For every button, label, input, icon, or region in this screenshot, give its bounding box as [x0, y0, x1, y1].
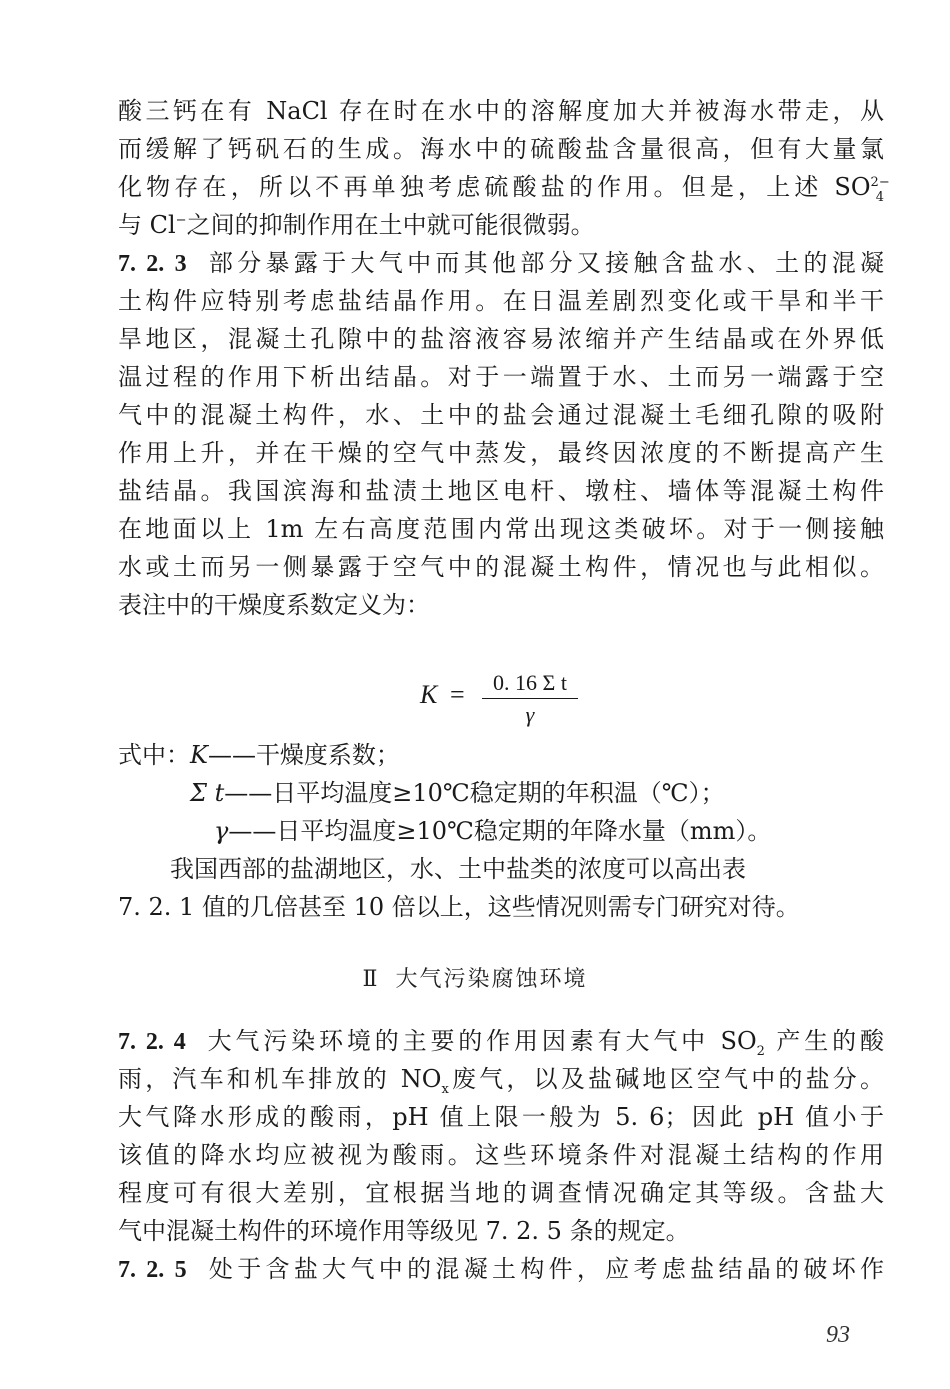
page-number: 93 [826, 1322, 850, 1348]
formula-numerator: 0. 16 Σ t [482, 668, 578, 699]
definition-gamma: γ——日平均温度≥10℃稳定期的年降水量（mm）。 [214, 817, 772, 845]
text-line: 旱地区，混凝土孔隙中的盐溶液容易浓缩并产生结晶或在外界低 [118, 325, 884, 353]
text-line: 作用上升，并在干燥的空气中蒸发，最终因浓度的不断提高产生 [118, 439, 884, 467]
text-line: 程度可有很大差别，宜根据当地的调查情况确定其等级。含盐大 [118, 1179, 884, 1207]
text-line: 水或土而另一侧暴露于空气中的混凝土构件，情况也与此相似。 [118, 553, 884, 581]
clause-7-2-4: 7. 2. 4 大气污染环境的主要的作用因素有大气中 $SO_2$ 产生的酸 [118, 1027, 884, 1059]
formula-denominator: γ [525, 702, 535, 727]
formula-equals: = [450, 680, 465, 709]
heading-title: 大气污染腐蚀环境 [395, 967, 588, 992]
section-heading [0, 962, 950, 993]
formula-fraction [482, 668, 578, 729]
definition-sum-t: Σ t——日平均温度≥10℃稳定期的年积温（℃）； [190, 779, 725, 807]
text-line: 大气降水形成的酸雨，pH 值上限一般为 5. 6；因此 pH 值小于 [118, 1103, 884, 1131]
text-line: 我国西部的盐湖地区，水、土中盐类的浓度可以高出表 [170, 855, 746, 883]
clause-number: 7. 2. 3 [118, 251, 187, 277]
clause-number: 7. 2. 5 [118, 1257, 187, 1283]
text-line: 而缓解了钙矾石的生成。海水中的硫酸盐含量很高，但有大量氯 [118, 135, 884, 163]
text-line: 温过程的作用下析出结晶。对于一端置于水、土而另一端露于空 [118, 363, 884, 391]
text-line: 与 Cl−之间的抑制作用在土中就可能很微弱。 [118, 211, 595, 239]
clause-7-2-5: 7. 2. 5 处于含盐大气中的混凝土构件，应考虑盐结晶的破坏作 [118, 1255, 885, 1283]
text-line: 化物存在，所以不再单独考虑硫酸盐的作用。但是，上述 $SO^{2-}_4$ [118, 173, 890, 205]
text-line: 盐结晶。我国滨海和盐渍土地区电杆、墩柱、墙体等混凝土构件 [118, 477, 884, 505]
text-line: 酸三钙在有 NaCl 存在时在水中的溶解度加大并被海水带走，从 [118, 97, 884, 125]
text-line: 表注中的干燥度系数定义为： [118, 591, 430, 619]
clause-number: 7. 2. 4 [118, 1029, 186, 1055]
text-line: 土构件应特别考虑盐结晶作用。在日温差剧烈变化或干旱和半干 [118, 287, 884, 315]
text-line: 在地面以上 1m 左右高度范围内常出现这类破坏。对于一侧接触 [118, 515, 884, 543]
text-line: 7. 2. 1 值的几倍甚至 10 倍以上，这些情况则需专门研究对待。 [118, 893, 800, 921]
formula-definitions [118, 736, 884, 926]
definition-k: 式中：K——干燥度系数； [118, 741, 400, 769]
body-text-bottom [118, 1022, 884, 1288]
text-line: 该值的降水均应被视为酸雨。这些环境条件对混凝土结构的作用 [118, 1141, 884, 1169]
heading-numeral: Ⅱ [362, 967, 380, 992]
clause-7-2-3: 7. 2. 3 部分暴露于大气中而其他部分又接触含盐水、土的混凝 [118, 249, 885, 277]
dryness-formula [420, 668, 600, 738]
text-line: 雨，汽车和机车排放的 $NO_x$废气，以及盐碱地区空气中的盐分。 [118, 1065, 884, 1097]
formula-lhs: K [420, 680, 438, 709]
text-line: 气中的混凝土构件，水、土中的盐会通过混凝土毛细孔隙的吸附 [118, 401, 884, 429]
text-line: 气中混凝土构件的环境作用等级见 7. 2. 5 条的规定。 [118, 1217, 690, 1245]
body-text-top [118, 92, 890, 624]
